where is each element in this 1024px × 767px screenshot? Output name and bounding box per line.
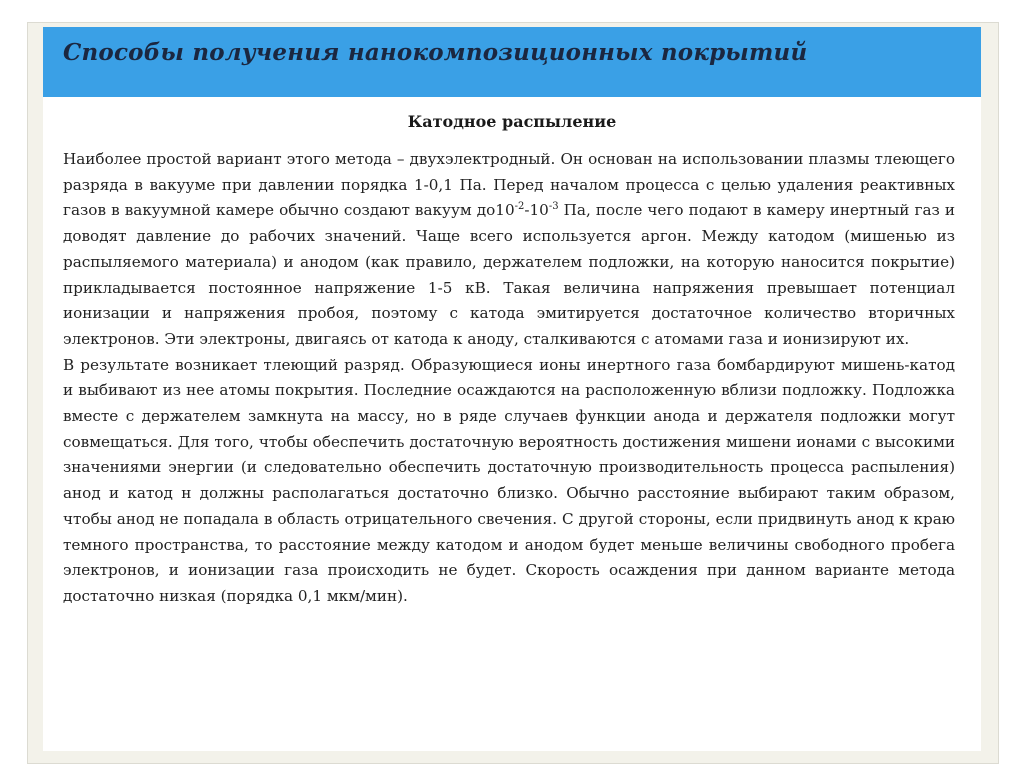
paragraph-2: В результате возникает тлеющий разряд. Образующиеся ионы инертного газа бомбардируют мишень-катод и выбивают из нее атомы покрытия. Последние осаждаются на расположенную вблизи подложку. Подложка вместе с держателем замкнута на массу, но в ряде случаев функции анода и держателя подложки могут совмещаться. Для того, чтобы обеспечить достаточную вероятность достижения мишени ионами с высокими значениями энергии (и следовательно обеспечить достаточную производительность процесса распыления) анод и катод н должны располагаться достаточно близко. Обычно расстояние выбирают таким образом, чтобы анод не попадала в область отрицательного свечения. С другой стороны, если придвинуть анод к краю темного пространства, то расстояние между катодом и анодом будет меньше величины свободного пробега электронов, и ионизации газа происходить не будет. Скорость осаждения при данном варианте метода достаточно низкая (порядка 0,1 мкм/мин).: [63, 355, 955, 605]
paragraph-1-part-3: Па, после чего подают в камеру инертный газ и доводят давление до рабочих значений. Чаще всего используется аргон. Между катодом (мишенью из распыляемого материала) и анодом (как правило, держателем подложки, на которую наносится покрытие) прикладывается постоянное напряжение 1-5 кВ. Такая величина напряжения превышает потенциал ионизации и напряжения пробоя, поэтому с катода эмитируется достаточное количество вторичных электронов. Эти электроны, двигаясь от катода к аноду, сталкиваются с атомами газа и ионизируют их.: [63, 201, 955, 348]
slide-title-bar: [43, 27, 981, 97]
paragraph-1: [63, 147, 955, 353]
body-text: [63, 147, 955, 610]
exponent-2: -3: [548, 201, 559, 213]
slide-content: [43, 97, 981, 751]
section-heading: Катодное распыление: [407, 112, 617, 131]
paragraph-1-part-1: Наиболее простой вариант этого метода – двухэлектродный. Он основан на использовании плазмы тлеющего разряда в вакууме при давлении порядка 1-0,1 Па. Перед началом процесса с целью удаления реактивных газов в вакуумной камере обычно создают вакуум до10: [63, 150, 955, 220]
exponent-1: -2: [514, 201, 525, 213]
paragraph-1-part-2: -10: [524, 201, 549, 220]
slide-title: Способы получения нанокомпозиционных покрытий: [63, 39, 808, 66]
